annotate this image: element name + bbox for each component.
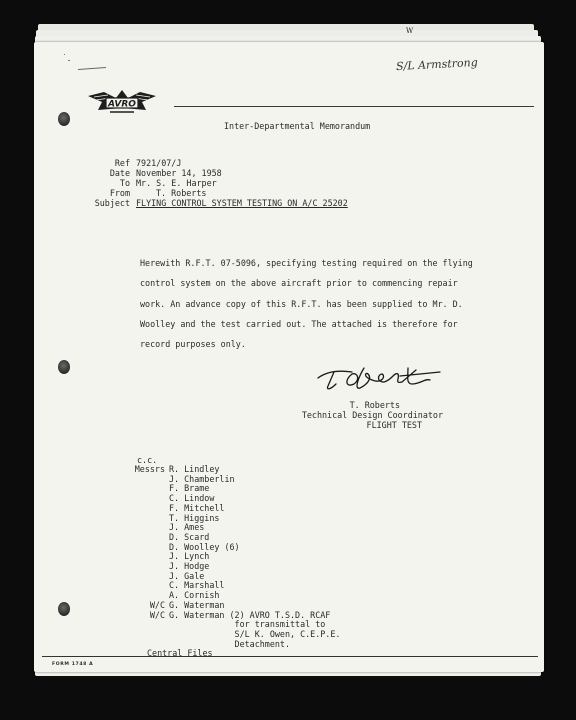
pencil-dash — [78, 67, 106, 70]
to-row — [84, 178, 504, 188]
signer-title: Technical Design Coordinator — [301, 410, 443, 420]
ref-label: Ref — [114, 158, 130, 168]
form-number: FORM 1748 A — [52, 662, 94, 667]
distribution-name: S/L K. Owen, C.E.P.E. — [169, 628, 341, 639]
handwritten-signature — [312, 360, 446, 398]
distribution-name: D. Scard — [169, 531, 210, 542]
subject-label: Subject — [94, 198, 130, 208]
signature-block — [286, 400, 443, 430]
binder-hole — [58, 360, 70, 374]
distribution-name: G. Waterman — [169, 599, 225, 610]
body-line: control system on the above aircraft prior to commencing repair — [140, 278, 458, 289]
distribution-name: J. Hodge — [169, 561, 210, 571]
body-line: Herewith R.F.T. 07-5096, specifying testing required on the flying — [140, 258, 473, 268]
memo-title: Inter-Departmental Memorandum — [224, 121, 371, 131]
to-label: To — [119, 178, 130, 188]
distribution-name: D. Woolley (6) — [169, 541, 240, 552]
signature-text: T. Roberts — [312, 360, 319, 361]
subject-value: FLYING CONTROL SYSTEM TESTING ON A/C 25202 — [136, 198, 348, 208]
to-value: Mr. S. E. Harper — [136, 178, 217, 188]
distribution-name: J. Ames — [169, 522, 205, 533]
distribution-name: F. Brame — [169, 483, 210, 494]
distribution-name: for transmittal to — [169, 619, 326, 630]
distribution-prefix: W/C — [149, 599, 165, 610]
distribution-name: J. Lynch — [169, 551, 210, 562]
memo-body — [140, 253, 480, 354]
body-line: Woolley and the test carried out. The attached is therefore for — [140, 318, 458, 329]
footer-rule — [42, 656, 538, 657]
avro-logo — [86, 86, 158, 118]
distribution-item — [147, 649, 213, 659]
distribution-name: J. Chamberlin — [169, 473, 235, 484]
cc-label: c.c. — [137, 455, 158, 465]
distribution-name: Central Files — [147, 648, 213, 659]
body-line: work. An advance copy of this R.F.T. has been supplied to Mr. D. — [140, 298, 463, 309]
distribution-prefix: Messrs — [134, 464, 165, 474]
from-label: From — [109, 188, 130, 198]
memo-page — [34, 42, 544, 672]
distribution-name: J. Gale — [169, 570, 205, 581]
header-rule — [174, 106, 534, 107]
date-value: November 14, 1958 — [136, 168, 222, 178]
from-value: T. Roberts — [156, 188, 207, 198]
date-row — [84, 168, 504, 178]
from-row — [84, 188, 504, 198]
distribution-name: Detachment. — [169, 638, 291, 649]
distribution-name: C. Marshall — [169, 580, 225, 591]
top-edge-mark: W — [406, 27, 414, 35]
distribution-name: T. Higgins — [169, 512, 220, 523]
binder-hole — [58, 112, 70, 126]
signer-department: FLIGHT TEST — [366, 420, 422, 430]
signer-name: T. Roberts — [349, 400, 400, 410]
distribution-name: G. Waterman (2) AVRO T.S.D. RCAF — [169, 609, 331, 620]
distribution-name: C. Lindow — [169, 493, 215, 504]
dust-fleck — [64, 54, 65, 55]
distribution-name: F. Mitchell — [169, 502, 225, 513]
date-label: Date — [109, 168, 130, 178]
avro-wings-logo-icon — [86, 86, 158, 116]
distribution-name: A. Cornish — [169, 590, 220, 601]
subject-row — [84, 198, 504, 208]
binder-hole — [58, 602, 70, 616]
dust-fleck — [68, 60, 70, 61]
handwritten-note: S/L Armstrong — [395, 55, 479, 74]
logo-text: AVRO — [108, 99, 136, 110]
body-line: record purposes only. — [140, 339, 246, 350]
ref-value: 7921/07/J — [136, 158, 182, 168]
signature-mark-icon — [312, 360, 446, 396]
distribution-name: R. Lindley — [169, 464, 220, 474]
ref-row — [84, 158, 504, 168]
distribution-prefix: W/C — [149, 609, 165, 620]
